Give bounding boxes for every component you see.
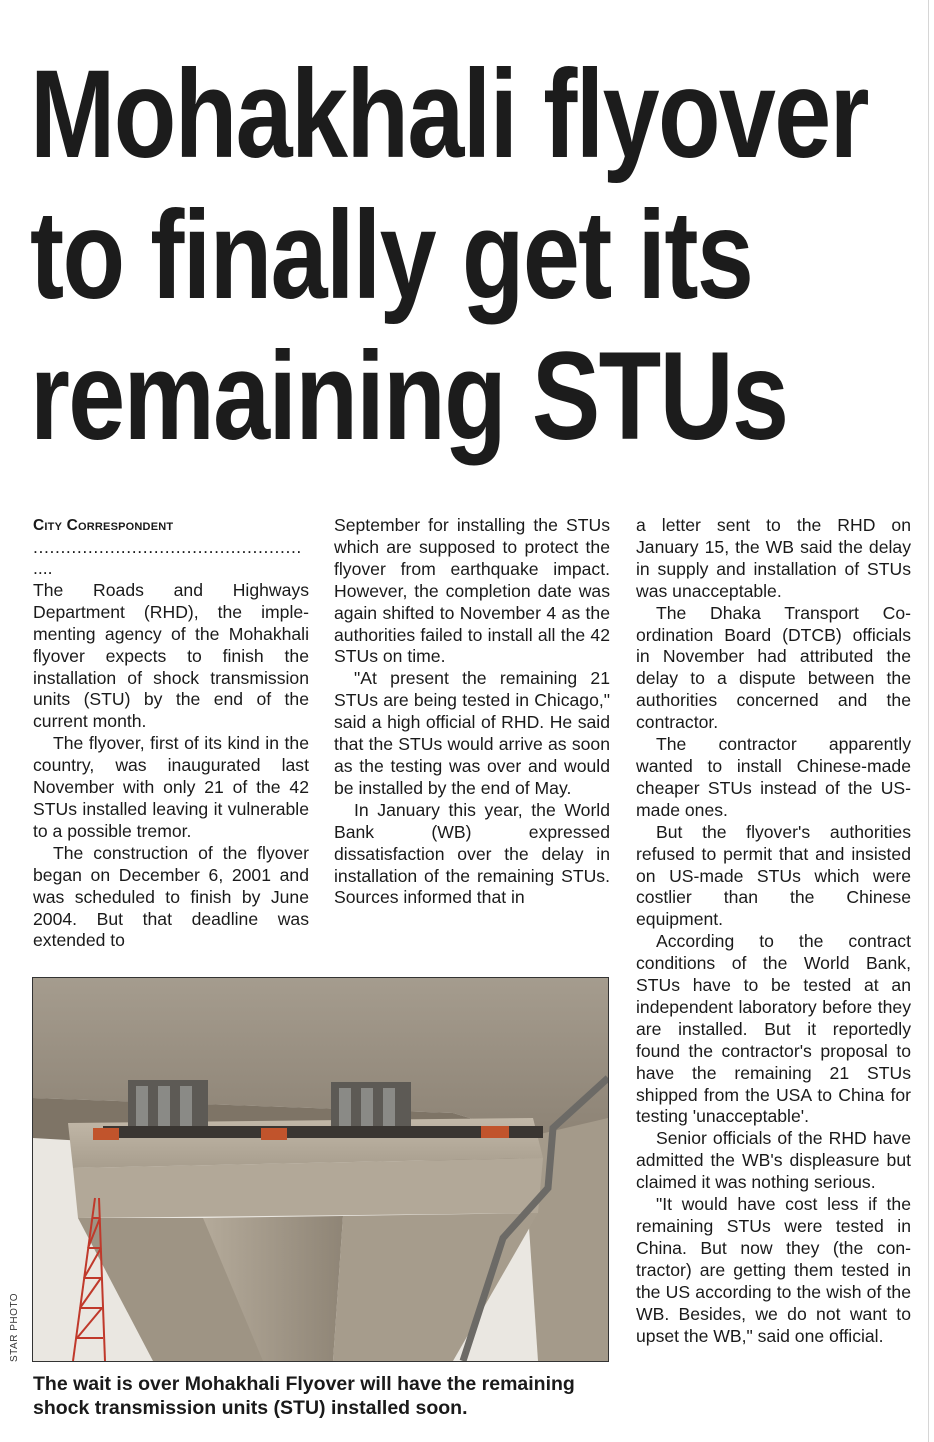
- bearing-strip: [103, 1126, 543, 1138]
- headline-line-1: Mohakhali flyover: [30, 45, 868, 184]
- flyover-underside-illustration: [33, 978, 608, 1361]
- flyover-photo: [32, 977, 609, 1362]
- paragraph: In January this year, the World Bank (WB) expressed dissatisfaction over the delay in installation of the remaining STUs. Sources informed that in: [334, 799, 610, 908]
- paragraph: "It would have cost less if the remaining STUs were tested in China. But now they (the contractor) are getting them tested in the US according to the wish of the WB. Besides, we do not want to upset the WB," said one official.: [636, 1194, 911, 1346]
- stu-unit-right: [331, 1082, 411, 1132]
- headline: [30, 44, 925, 467]
- byline-dotted-rule-tail: ....: [33, 558, 53, 578]
- paragraph: But the flyover's authorities refused to permit that and insisted on US-made STUs which were costlier than the Chinese equipment.: [636, 821, 911, 930]
- headline-line-3: remaining STUs: [30, 327, 788, 466]
- photo-caption: The wait is over Mohakhali Flyover will have the remaining shock transmission units (STU) installed soon.: [33, 1373, 575, 1419]
- byline-dotted-rule: .................................................: [33, 537, 302, 557]
- paragraph: The construction of the flyover began on December 6, 2001 and was scheduled to finish by June 2004. But that deadline was extended to: [33, 842, 309, 951]
- headline-line-2: to finally get its: [30, 186, 753, 325]
- paragraph: "At present the remaining 21 STUs are being tested in Chicago," said a high official of RHD. He said that the STUs would arrive as soon as the testing was over and would be installed by the end of May.: [334, 668, 610, 798]
- article-column-2: [334, 515, 610, 909]
- byline: City Correspondent: [33, 517, 174, 534]
- paragraph: The flyover, first of its kind in the country, was inaugurated last November with only 21 of the 42 STUs installed leaving it vulnerable to a possible tremor.: [33, 733, 309, 841]
- stu-unit-left: [128, 1080, 208, 1132]
- paragraph: Senior officials of the RHD have admitted the WB's displeasure but claimed it was nothing serious.: [636, 1128, 911, 1193]
- article-column-1: [33, 515, 309, 952]
- paragraph: a letter sent to the RHD on January 15, the WB said the delay in supply and installation of STUs was unacceptable.: [636, 515, 911, 601]
- paragraph: The contractor apparently wanted to install Chinese-made cheaper STUs instead of the US-made ones.: [636, 734, 911, 820]
- paragraph: The Roads and Highways Department (RHD), the implementing agency of the Mohakhali flyover expects to finish the installation of shock transmission units (STU) by the end of the current month.: [33, 579, 309, 732]
- photo-credit: STAR PHOTO: [9, 1292, 20, 1362]
- pier-cap-face: [73, 1158, 543, 1218]
- paragraph: September for installing the STUs which are supposed to protect the flyover from earthquake impact. However, the completion date was again shifted to November 4 as the authorities failed to install all the 42 STUs on time.: [334, 515, 610, 667]
- paragraph: The Dhaka Transport Co-ordination Board (DTCB) officials in November had attributed the delay to a dispute between the authorities concerned and the contractor.: [636, 602, 911, 733]
- paragraph: According to the contract conditions of the World Bank, STUs have to be tested at an independent laboratory before they are installed. But it reportedly found the contractor's proposal to have the remaining 21 STUs shipped from the USA to China for testing 'unacceptable'.: [636, 931, 911, 1127]
- page-edge-rule: [928, 0, 929, 1442]
- article-column-3: [636, 515, 911, 1347]
